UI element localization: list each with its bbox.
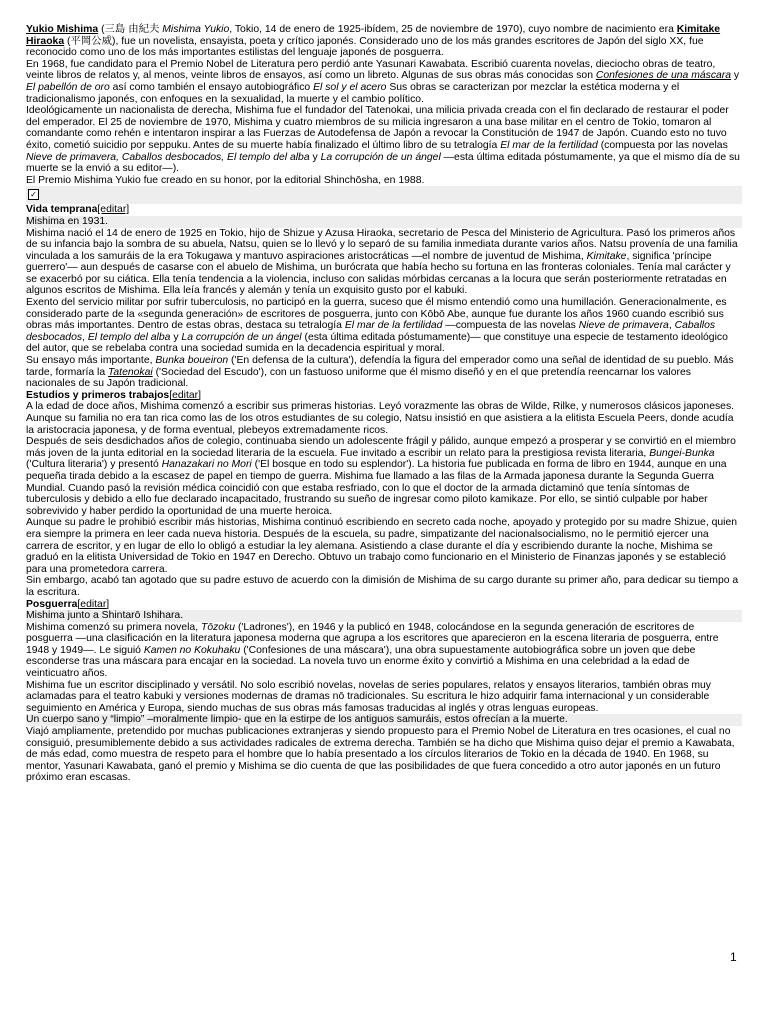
work-title: El mar de la fertilidad (344, 320, 443, 332)
estudios-paragraph-2 (26, 436, 742, 517)
section-heading-estudios (26, 390, 742, 402)
image-caption (26, 610, 742, 622)
text-run: —compuesta de las novelas (442, 320, 579, 332)
posguerra-paragraph-4 (26, 726, 742, 784)
text-run: Su ensayo más importante, (26, 355, 156, 367)
text-run: Mishima en 1931. (26, 215, 109, 227)
work-title: La corrupción de un ángel (320, 151, 441, 163)
edit-link[interactable]: [editar] (97, 204, 130, 216)
estudios-paragraph-3 (26, 517, 742, 575)
text-run: , (668, 320, 675, 332)
work-title: Nieve de primavera (578, 320, 669, 332)
text-run: así como también el ensayo autobiográfico (109, 81, 314, 93)
text-run: Mishima comenzó su primera novela, (26, 621, 201, 633)
text-run: (compuesta por las novelas (597, 139, 728, 151)
text-run: Mishima fue un escritor disciplinado y versátil. No solo escribió novelas, novelas de series populares, relatos y ensayos literarios, también obras muy aclamadas para el teatro kabuki y versiones modernas de dramas nō tradicionales. Su escritura le hizo adquirir fama internacional y un considerable seguimiento en América y Europa, siendo muchas de sus obras más famosas traducidas al inglés y otras lenguas europeas. (26, 679, 711, 714)
intro-text: , Tokio, 14 de enero de 1925-ibídem, 25 de noviembre de 1970), cuyo nombre de nacimiento era (229, 24, 674, 35)
estudios-paragraph-4 (26, 575, 742, 598)
work-title: La corrupción de un ángel (181, 331, 302, 343)
text-run: Después de seis desdichados años de colegio, continuaba siendo un adolescente frágil y pálido, aunque empezó a prosperar y se convirtió en el miembro más joven de la junta editorial en la sociedad literaria de la escuela. Fue invitado a escribir un relato para la prestigiosa revista literaria, (26, 436, 736, 459)
text-run: En 1968, fue candidato para el Premio Nobel de Literatura pero perdió ante Yasunari Kawabata. (26, 58, 469, 70)
text-run: Mishima junto a Shintarō Ishihara. (26, 610, 184, 622)
work-title: Nieve de primavera, (26, 151, 119, 163)
text-run: Viajó ampliamente, pretendido por muchas publicaciones extranjeras y siendo propuesto para el Premio Nobel de Literatura en tres ocasiones, el cual no consiguió, presumiblemente debido a sus actividades radicales de extrema derecha. También se ha dicho que Mishima quiso dejar el premio a Kawabata, de más edad, como muestra de respeto para el hombre que lo había presentado a los círculos literarios de Tokio en la década de 1940. En 1968, su mentor, Yasunari Kawabata, ganó el premio y Mishima se dio cuenta de que las posibilidades de que fuera concedido a otro autor japonés en un futuro próximo eran escasas. (26, 726, 735, 784)
text-run: Mishima nació el 14 de enero de 1925 en Tokio, hijo de Shizue y Azusa Hiraoka, secretario de Pesca del Ministerio de Agricultura. Pasó los primeros años de su infancia bajo la sombra de su abuela, Natsu, quien se lo llevó y lo separó de su familia inmediata durante varios años. Natsu provenía de una familia vinculada a los samuráis de la era Tokugawa y mantuvo aspiraciones aristocráticas —el nombre de juventud de Mishima, (26, 227, 738, 262)
section-heading-posguerra (26, 599, 742, 611)
intro-paragraph-3 (26, 105, 742, 175)
checkbox-icon[interactable]: ✓ (28, 189, 39, 200)
text-run: ('El bosque en todo su esplendor'). La historia fue publicada en forma de libro en 1944, aunque en una pequeña tirada debido a la escasez de papel en tiempo de guerra. Mishima fue llamado a las filas de la Armada japonesa durante la Segunda Guerra Mundial. Cuando pasó la revisión médica coincidió con que estaba resfriado, con lo que el doctor de la armada dictaminó que tenía síntomas de tuberculosis y debido a ello fue declarado incapacitado, frustrando su sueño de ingresar como piloto kamikaze. Por ello, se sintió culpable por haber sobrevivido y haber perdido la oportunidad de una muerte heroica. (26, 459, 727, 517)
text-run: Kimitake (586, 250, 627, 262)
intro-paragraph-2 (26, 59, 742, 105)
text-run: y (731, 70, 740, 82)
text-run: Exento del servicio militar por sufrir tuberculosis, no participó en la guerra, suceso que él mismo entendió como una humillación. Generacionalmente, es considerado parte de la «segunda generación» de escritores de posguerra, junto con Kōbō Abe, aunque fue durante los años 1960 cuando escribió sus obras más importantes. Dentro de estas obras, destaca su tetralogía (26, 297, 727, 332)
intro-paragraph-4 (26, 175, 742, 187)
birth-kanji: 平岡公威 (70, 35, 113, 47)
text-run: y (170, 331, 182, 343)
work-title: Bunka boueiron (155, 355, 229, 367)
section-heading-vida (26, 204, 742, 216)
vida-paragraph-2 (26, 297, 742, 355)
text-run: El Premio Mishima Yukio fue creado en su honor, por la editorial Shinchōsha, en 1988. (26, 174, 425, 186)
estudios-paragraph-1 (26, 401, 742, 436)
text-run: Sin embargo, acabó tan agotado que su padre estuvo de acuerdo con la dimisión de Mishima de su cargo durante su primer año, para dedicar su tiempo a la escritura. (26, 575, 739, 598)
text-run: ('En defensa de la cultura'), defendía la figura del emperador como una señal de identidad de su pueblo. Más tarde, formaría la (26, 355, 734, 378)
image-caption (26, 216, 742, 228)
text-run: Un cuerpo sano y “limpio” –moralmente limpio- que en la estirpe de los antiguos samuráis, estos ofrecían a la muerte. (26, 714, 568, 726)
text-run: y (309, 151, 321, 163)
text-run: ('Ladrones'), en 1946 y la publicó en 1948, colocándose en la segunda generación de escritores de posguerra —una clasificación en la literatura japonesa moderna que agrupa a los escritores que aparecieron en la escena literaria de posguerra, entre 1948 y 1949—. Le siguió (26, 621, 719, 656)
text-run: A la edad de doce años, Mishima comenzó a escribir sus primeras historias. Leyó vorazmente las obras de Wilde, Rilke, y numerosos clásicos japoneses. Aunque su familia no era tan rica como las de los otros estudiantes de su colegio, Natsu insistió en que asistiera a la elitista Escuela Peers, donde acudía la aristocracia japonesa, y de forma eventual, plebeyos extremadamente ricos. (26, 401, 735, 436)
posguerra-paragraph-2 (26, 680, 742, 715)
work-title: El pabellón de oro (26, 81, 110, 93)
work-title: Confesiones de una máscara (595, 70, 732, 82)
work-title: El mar de la fertilidad (500, 139, 598, 151)
work-title: Tatenokai (108, 366, 153, 378)
text-run: , significa 'príncipe guerrero'— aun después de casarse con el abuelo de Mishima, un burócrata que había hecho su fortuna en las fronteras coloniales. Tenía mal carácter y se exacerbó por su ciática. Ella tenía tendencia a la violencia, incluso con salidas mórbidas cercanas a la locura que serán posteriormente retratadas en algunos escritos de Mishima. Ella leía francés y alemán y tenía un exquisito gusto por el kabuki. (26, 250, 731, 297)
text-run: ('Sociedad del Escudo'), con un fastuoso uniforme que él mismo diseñó y en el que pretendía reencarnar los valores nacionales de su Japón tradicional. (26, 366, 691, 390)
japanese-name: 三島 由紀夫 (104, 24, 160, 35)
text-run: —esta última editada póstumamente, ya que el mismo día de su muerte se la envió a su editor—). (26, 151, 740, 175)
text-run: Escribió cuarenta novelas, dieciocho obras de teatro, veinte libros de relatos y, al menos, veinte libros de ensayos, así como un libreto. Algunas de sus obras más conocidas son (26, 58, 716, 82)
text-run: Ideológicamente un nacionalista de derecha, Mishima fue el fundador del Tatenokai, una milicia privada creada con el fin declarado de restaurar el poder del emperador. El 25 de noviembre de 1970, Mishima y cuatro miembros de su milicia ingresaron a una base militar en el centro de Tokio, tomaron al comandante como rehén e intentaron inspirar a las Fuerzas de Autodefensa de Japón a revocar la Constitución de 1947 de Japón. Cuando esto no tuvo éxito, cometió suicidio por seppuku. Antes de su muerte había finalizado el último libro de su tetralogía (26, 105, 729, 151)
section-title: Posguerra (26, 598, 78, 610)
work-title: Bungei-Bunka (649, 447, 715, 459)
work-title: Caballos desbocados (26, 320, 716, 343)
intro-paragraph-1: Yukio Mishima (三島 由紀夫 Mishima Yukio, Tokio, 14 de enero de 1925-ibídem, 25 de noviembre de 1970), cuyo nombre de nacimiento era Kimitake Hiraoka (平岡公威), fue un novelista, ensayista, poeta y crítico japonés. Considerado uno de los más grandes escritores de Japón del siglo XX, fue reconocido como uno de los más importantes estilistas del lenguaje japonés de posguerra. (26, 24, 721, 59)
posguerra-paragraph-1 (26, 622, 742, 680)
page-number: 1 (730, 950, 737, 964)
work-title: El templo del alba (87, 331, 171, 343)
text-run: Sus obras se caracterizan por mezclar la estética moderna y el tradicionalismo japonés, con enfoques en la sexualidad, la muerte y el cambio político. (26, 81, 680, 105)
edit-link[interactable]: [editar] (169, 389, 201, 401)
text-run: ('Confesiones de una máscara'), una obra supuestamente autobiográfica sobre un joven que debe esconderse tras una máscara para encajar en la sociedad. La novela tuvo un enorme éxito y convirtió a Mishima en una celebridad a la edad de veinticuatro años. (26, 644, 696, 680)
birth-name: Kimitake Hiraoka (26, 24, 721, 47)
intro-text-end: ), fue un novelista, ensayista, poeta y crítico japonés. Considerado uno de los más grandes escritores de Japón del siglo XX, fue reconocido como uno de los más importantes estilistas del lenguaje japonés de posguerra. (26, 35, 704, 59)
vida-paragraph-3 (26, 355, 742, 390)
posguerra-paragraph-3 (26, 714, 742, 726)
text-run: , (82, 331, 88, 343)
work-title: El sol y el acero (313, 81, 387, 93)
section-title: Estudios y primeros trabajos (26, 389, 170, 401)
document-page (26, 24, 742, 784)
subject-name: Yukio Mishima (26, 24, 99, 35)
vida-paragraph-1 (26, 228, 742, 298)
edit-link[interactable]: [editar] (77, 598, 110, 610)
text-run: (esta última editada póstumamente)— que constituye una especie de testamento ideológico del autor, que se rebelaba contra una sociedad sumida en la decadencia espiritual y moral. (26, 331, 728, 355)
work-title: Caballos desbocados, (121, 151, 225, 163)
romaji-name: Mishima Yukio (162, 24, 230, 35)
work-title: Hanazakari no Mori (161, 459, 252, 471)
work-title: Kamen no Kokuhaku (143, 644, 241, 656)
work-title: El templo del alba (227, 151, 310, 163)
work-title: Tōzoku (200, 621, 236, 633)
section-title: Vida temprana (26, 204, 98, 216)
image-placeholder-row (26, 186, 742, 204)
text-run: ('Cultura literaria') y presentó (26, 459, 162, 471)
text-run: Aunque su padre le prohibió escribir más historias, Mishima continuó escribiendo en secreto cada noche, apoyado y protegido por su madre Shizue, quien era siempre la primera en leer cada nueva historia. Después de la escuela, su padre, simpatizante del nacionalsocialismo, no le permitió ejercer una carrera de escritor, y en lugar de ello lo obligó a estudiar la ley alemana. Asistiendo a clase durante el día y escribiendo durante la noche, Mishima se graduó en la elitista Universidad de Tokio en 1947 en Derecho. Obtuvo un trabajo como funcionario en el Ministerio de Finanzas japonés y se estableció para una prometedora carrera. (26, 517, 738, 575)
